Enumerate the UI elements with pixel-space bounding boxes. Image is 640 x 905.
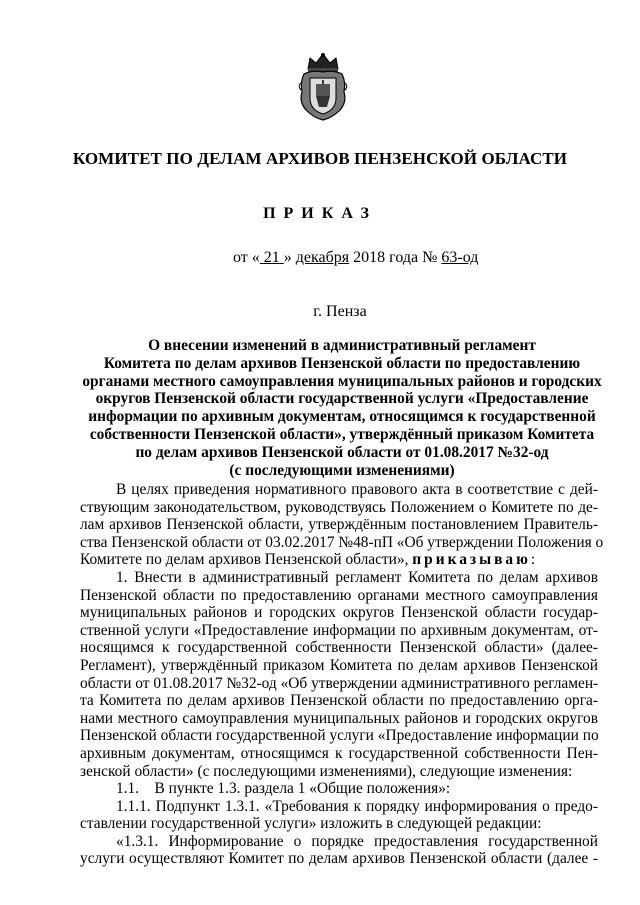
penza-coat-of-arms-icon [296, 52, 350, 122]
body-line: Пензенской области государственной услуги «Предоставление информации по [80, 727, 599, 745]
subject-line: собственности Пензенской области», утверждённый приказом Комитета [89, 425, 595, 443]
body-line: 1.1.1. Подпункт 1.3.1. «Требования к порядку информирования о предо- [116, 797, 598, 815]
subject-line: по делам архивов Пензенской области от 01.08.2017 №32-од [135, 443, 549, 461]
subject-line: органами местного самоуправления муниципальных районов и городских [82, 372, 602, 390]
body-line: услуги осуществляют Комитет по делам архивов Пензенской области (далее - [80, 850, 598, 868]
body-line: ставлении государственной услуги» изложить в следующей редакции: [80, 815, 542, 833]
body-line: зенской области» (с последующими изменениями), следующие изменения: [80, 762, 573, 780]
body-line: Регламент), утверждённый приказом Комитета по делам архивов Пензенской [80, 656, 598, 674]
order-subject [72, 337, 612, 479]
organization-name: КОМИТЕТ ПО ДЕЛАМ АРХИВОВ ПЕНЗЕНСКОЙ ОБЛАСТИ [72, 149, 568, 168]
body-line: 1. Внести в административный регламент Комитета по делам архивов [116, 568, 598, 586]
body-line-order [80, 551, 598, 569]
body-line: нами местного самоуправления муниципальных районов и городских округов [80, 709, 598, 727]
date-day: 21 [263, 249, 280, 266]
date-mid: » [283, 249, 292, 266]
order-body [80, 481, 604, 868]
body-line: та Комитета по делам архивов Пензенской области по предоставлению орга- [80, 692, 598, 710]
body-line: муниципальных районов и городских округов Пензенской области государ- [80, 604, 598, 622]
order-number: 63-од [441, 249, 479, 266]
body-line: В целях приведения нормативного правового акта в соответствие с дей- [116, 481, 598, 498]
document-type-heading: ПРИКАЗ [263, 205, 377, 222]
subject-line: Комитета по делам архивов Пензенской области по предоставлению [103, 354, 581, 372]
body-line: носящимся к государственной собственности Пензенской области» (далее- [80, 639, 598, 657]
order-word: приказываю [412, 551, 531, 569]
date-year: 2018 года № [353, 249, 438, 266]
date-month: декабря [295, 249, 350, 266]
subject-line: округов Пензенской области государственной услуги «Предоставление [95, 390, 589, 408]
city-name: г. Пенза [313, 303, 367, 320]
colon: : [530, 551, 536, 569]
subject-line: О внесении изменений в административный регламент [148, 337, 536, 354]
date-prefix: от « [233, 249, 260, 266]
subject-line: информации по архивным документам, относящимся к государственной [88, 408, 596, 426]
body-line: Пензенской области по предоставлению органами местного самоуправления [80, 586, 598, 604]
body-line: архивным документам, относящимся к государственной собственности Пен- [80, 744, 598, 762]
body-line: ственной услуги «Предоставление информации по архивным документам, от- [80, 621, 598, 639]
body-line: «1.3.1. Информирование о порядке предоставления государственной [116, 832, 598, 850]
body-line: ствующим законодательством, руководствуясь Положением о Комитете по де- [80, 498, 598, 516]
body-line: ства Пензенской области от 03.02.2017 №48-пП «Об утверждении Положения о [80, 533, 604, 551]
subject-line: (с последующими изменениями) [229, 461, 455, 479]
body-line: 1.1. В пункте 1.3. раздела 1 «Общие положения»: [116, 780, 451, 798]
body-line: области от 01.08.2017 №32-од «Об утверждении административного регламен- [80, 674, 599, 692]
date-line [233, 249, 478, 267]
body-text: Комитете по делам архивов Пензенской области», [80, 551, 409, 569]
body-line: лам архивов Пензенской области, утверждённым постановлением Правитель- [80, 516, 598, 534]
